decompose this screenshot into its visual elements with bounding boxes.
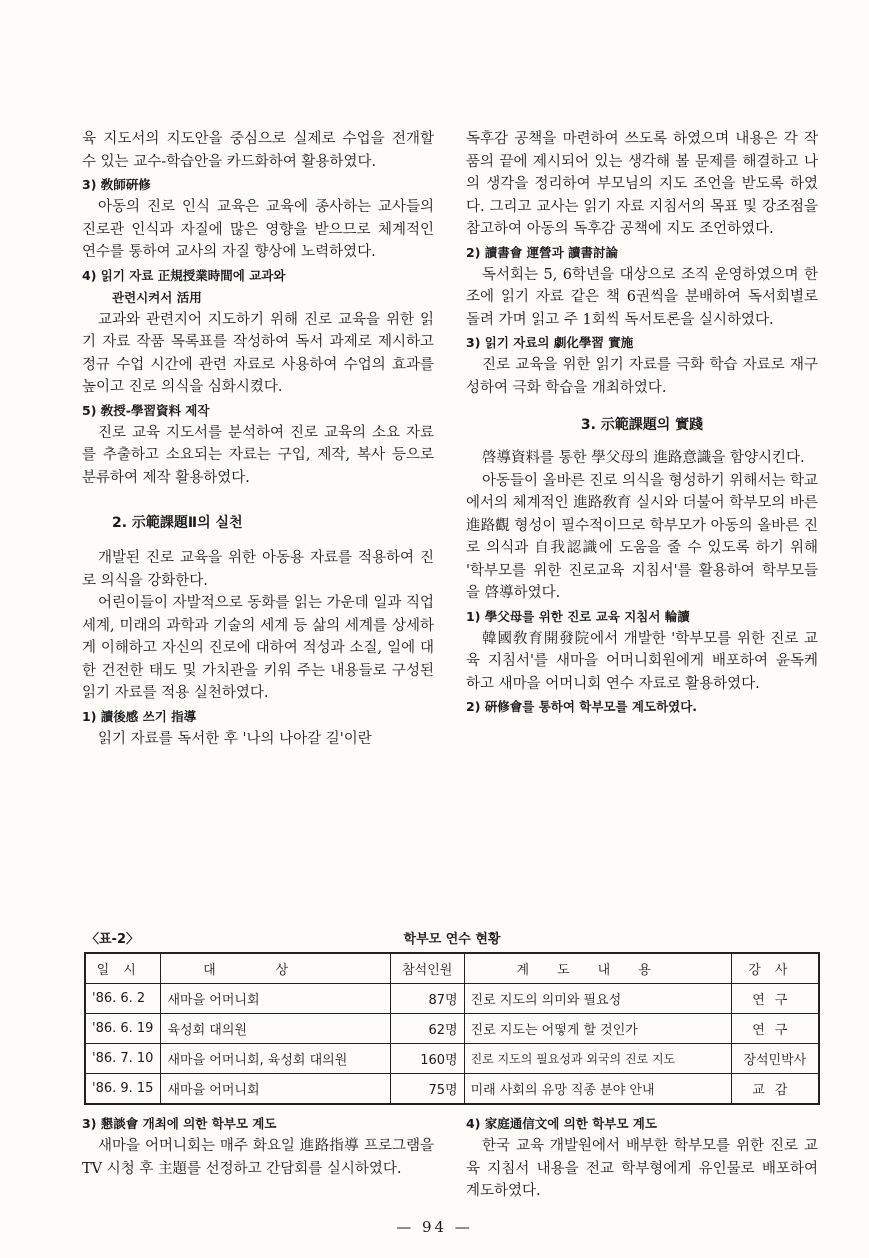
header-content: 계도내용: [464, 953, 731, 984]
cell-attendance: 87명: [390, 984, 464, 1014]
bottom-left-column: [82, 1112, 434, 1180]
cell-content: 진로 지도의 필요성과 외국의 진로 지도: [464, 1044, 731, 1074]
header-lecturer: 강사: [731, 953, 819, 984]
cell-content: 미래 사회의 유망 직종 분야 안내: [464, 1074, 731, 1105]
paragraph: 진로 교육을 위한 읽기 자료를 극화 학습 자료로 재구성하여 극화 학습을 개최하였다.: [466, 357, 818, 396]
subheading: 5) 敎授-學習資料 제작: [82, 402, 210, 418]
cell-target: 육성회 대의원: [161, 1014, 390, 1044]
subheading: 1) 讀後感 쓰기 指導: [82, 708, 197, 724]
cell-content: 진로 지도는 어떻게 할 것인가: [464, 1014, 731, 1044]
subheading: 3) 懇談會 개최에 의한 학부모 계도: [82, 1116, 277, 1131]
paragraph: 개발된 진로 교육을 위한 아동용 자료를 적용하여 진로 의식을 강화한다.: [82, 550, 434, 589]
table-caption: [82, 928, 822, 950]
table-row: [85, 1044, 819, 1074]
subheading: 4) 家庭通信文에 의한 학부모 계도: [466, 1116, 657, 1131]
left-column: [82, 128, 434, 750]
cell-lecturer: 장석민박사: [731, 1044, 819, 1074]
paragraph: 독후감 공책을 마련하여 쓰도록 하였으며 내용은 각 작품의 끝에 제시되어 있는 생각해 볼 문제를 해결하고 나의 생각을 정리하여 부모님의 지도 조언을 받도록 하였다. 그리고 교사는 읽기 자료 지침서의 목표 및 강조점을 참고하여 아동의 독후감 공책에 지도 조언하였다.: [466, 131, 818, 237]
cell-lecturer: 연구: [731, 984, 819, 1014]
paragraph: 啓導資料를 통한 學父母의 進路意識을 함양시킨다.: [482, 450, 805, 466]
paragraph: 육 지도서의 지도안을 중심으로 실제로 수업을 전개할 수 있는 교수-학습안을 카드화하여 활용하였다.: [82, 131, 434, 170]
subheading-continued: 관련시켜서 活用: [112, 289, 202, 305]
cell-content: 진로 지도의 의미와 필요성: [464, 984, 731, 1014]
subheading: 2) 讀書會 運營과 讀書討論: [466, 244, 619, 260]
subheading: 4) 읽기 자료 正規授業時間에 교과와: [82, 267, 286, 283]
header-date: 일시: [85, 953, 161, 984]
cell-attendance: 160명: [390, 1044, 464, 1074]
cell-target: 새마을 어머니회: [161, 1074, 390, 1105]
paragraph: 어린이들이 자발적으로 동화를 읽는 가운데 일과 직업 세계, 미래의 과학과 기술의 세계 등 삶의 세계를 상세하게 이해하고 자신의 진로에 대하여 적성과 소질, 일에 대한 건전한 태도 및 가치관을 키워 주는 내용들로 구성된 읽기 자료를 적용 실천하였다.: [82, 595, 434, 701]
cell-attendance: 62명: [390, 1014, 464, 1044]
paragraph: 한국 교육 개발원에서 배부한 학부모를 위한 진로 교육 지침서 내용을 전교 학부형에게 유인물로 배포하여 계도하였다.: [466, 1138, 818, 1199]
paragraph: 아동의 진로 인식 교육은 교육에 종사하는 교사들의 진로관 인식과 자질에 많은 영향을 받으므로 체계적인 연수를 통하여 교사의 자질 향상에 노력하였다.: [82, 199, 434, 260]
table-header-row: [85, 953, 819, 984]
paragraph: 韓國敎育開發院에서 개발한 '학부모를 위한 진로 교육 지침서'를 새마을 어머니회원에게 배포하여 윤독케 하고 새마을 어머니회 연수 자료로 활용하였다.: [466, 630, 818, 692]
cell-attendance: 75명: [390, 1074, 464, 1105]
cell-target: 새마을 어머니회, 육성회 대의원: [161, 1044, 390, 1074]
subheading: 3) 읽기 자료의 劇化學習 實施: [466, 335, 634, 350]
subheading: 3) 敎師硏修: [82, 177, 151, 192]
cell-date: '86. 6. 19: [85, 1014, 161, 1044]
header-target: 대상: [161, 953, 390, 984]
cell-target: 새마을 어머니회: [161, 984, 390, 1014]
paragraph: 독서회는 5, 6학년을 대상으로 조직 운영하였으며 한 조에 읽기 자료 같은 책 6권씩을 분배하여 독서회별로 돌려 가며 읽고 주 1회씩 독서토론을 실시하였다.: [466, 266, 818, 328]
table-row: [85, 984, 819, 1014]
paragraph: 진로 교육 지도서를 분석하여 진로 교육의 소요 자료를 추출하고 소요되는 자료는 구입, 제작, 복사 등으로 분류하여 제작 활용하였다.: [82, 424, 434, 486]
section-heading: 2. 示範課題Ⅱ의 실천: [112, 515, 243, 531]
paragraph: 교과와 관련지어 지도하기 위해 진로 교육을 위한 읽기 자료 작품 목록표를 작성하여 독서 과제로 제시하고 정규 수업 시간에 관련 자료로 사용하여 수업의 효과를 높이고 진로 의식을 심화시켰다.: [82, 311, 434, 395]
bottom-right-column: [466, 1112, 818, 1203]
subheading: 2) 硏修會를 통하여 학부모를 계도하였다.: [466, 699, 698, 714]
table-row: [85, 1074, 819, 1105]
section-heading: 3. 示範課題의 實踐: [580, 417, 704, 433]
subheading: 1) 學父母를 위한 진로 교육 지침서 輪讀: [466, 608, 690, 624]
cell-date: '86. 9. 15: [85, 1074, 161, 1105]
right-column: [466, 128, 818, 718]
cell-lecturer: 연구: [731, 1014, 819, 1044]
table-row: [85, 1014, 819, 1044]
header-attendance: 참석인원: [390, 953, 464, 984]
cell-lecturer: 교감: [731, 1074, 819, 1105]
cell-date: '86. 6. 2: [85, 984, 161, 1014]
page-number: — 94 —: [396, 1218, 473, 1236]
paragraph: 읽기 자료를 독서한 후 '나의 나아갈 길'이란: [98, 730, 372, 747]
table-label: 〈표-2〉: [86, 932, 139, 947]
paragraph: 아동들이 올바른 진로 의식을 형성하기 위해서는 학교에서의 체계적인 進路敎育 실시와 더불어 학부모의 바른 進路觀 형성이 필수적이므로 학부모가 아동의 올바른 진로 의식과 自我認識에 도움을 줄 수 있도록 하기 위해 '학부모를 위한 진로교육 지침서'를 활용하여 학부모들을 啓導하였다.: [466, 472, 818, 601]
training-table: [84, 952, 820, 1105]
table-title: 학부모 연수 현황: [403, 932, 501, 947]
cell-date: '86. 7. 10: [85, 1044, 161, 1074]
paragraph: 새마을 어머니회는 매주 화요일 進路指導 프로그램을 TV 시청 후 主題를 선정하고 간담회를 실시하였다.: [82, 1138, 434, 1177]
